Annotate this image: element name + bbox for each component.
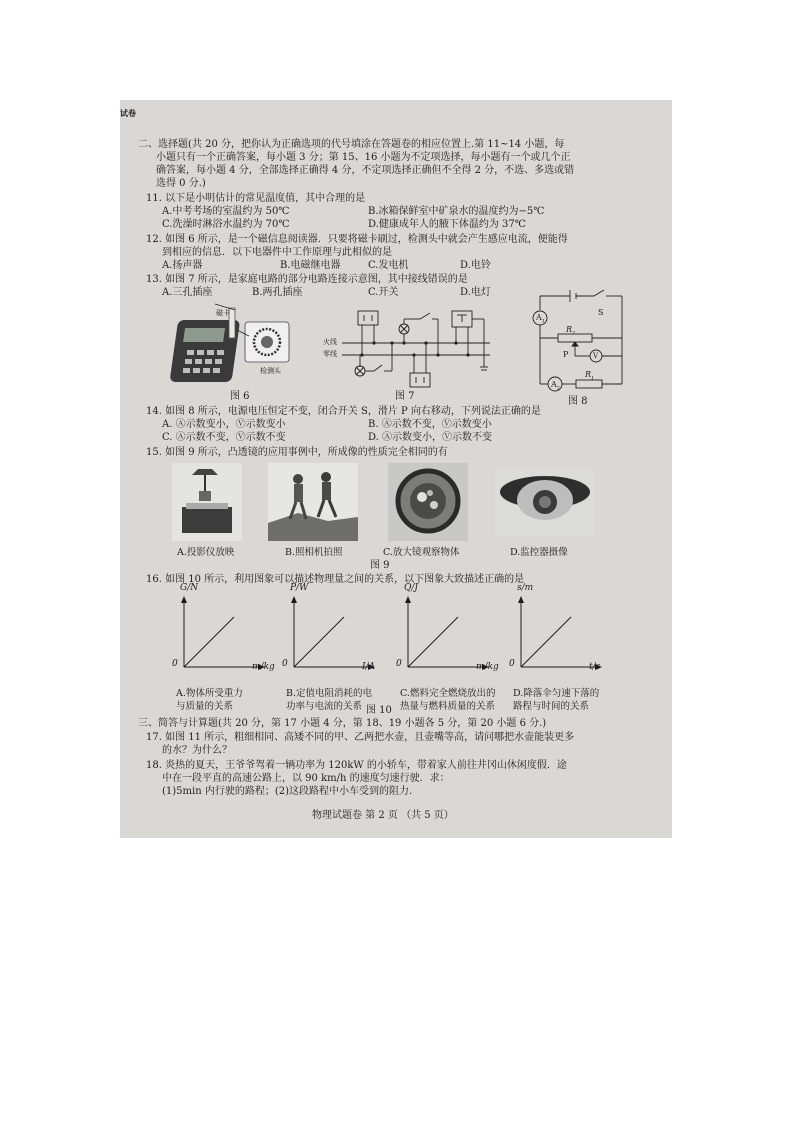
graph-line [408,617,458,667]
graph-line [521,617,571,667]
q12-option-b: B.电磁继电器 [280,260,341,271]
section2-line-3: 确答案，每小题 4 分，全部选择正确得 4 分，不定项选择正确但不全得 2 分，不选、多选或错 [156,165,575,176]
q13-stem: 13. 如图 7 所示，是家庭电路的部分电路连接示意图，其中接线错误的是 [146,274,468,285]
fig7-caption: 图 7 [395,391,415,402]
section2-line-2: 小题只有一个正确答案，每小题 3 分；第 15、16 小题为不定项选择，每小题有一个或几个正 [156,152,571,163]
fig6-caption: 图 6 [230,391,250,402]
fig6-label-card: 磁卡 [216,309,230,317]
fig8-switch-label: S [598,308,604,317]
graph-caption-line-2: 功率与电流的关系 [286,701,363,712]
fig10-caption: 图 10 [366,705,392,716]
q14-option-c: C. Ⓐ示数不变，Ⓥ示数不变 [162,432,286,443]
graph-caption-line-2: 路程与时间的关系 [513,701,590,712]
graph-caption-line-2: 热量与燃料质量的关系 [400,701,496,712]
section3-title: 三、简答与计算题(共 20 分，第 17 小题 4 分，第 18、19 小题各 5 分，第 20 小题 6 分.) [138,718,547,729]
q12-option-d: D.电铃 [460,260,491,271]
q11-stem: 11. 以下是小明估计的常见温度值，其中合理的是 [146,193,366,204]
y-axis-arrow [518,596,524,603]
section2-line-4: 选得 0 分.) [156,178,206,189]
projector-photo [172,463,242,541]
graph-caption-line-1: B.定值电阻消耗的电 [286,688,373,699]
q17-line-2: 的水？为什么？ [162,745,232,756]
card-reader-figure [175,300,305,395]
origin-label: 0 [172,659,178,669]
graph-caption-line-1: D.降落伞匀速下落的 [513,688,600,699]
household-circuit-figure [320,305,495,390]
q15-caption-c: C.放大镜观察物体 [383,547,460,558]
q11-option-a: A.中考考场的室温约为 50℃ [162,206,290,217]
q18-line-1: 18. 炎热的夏天，王爷爷驾着一辆功率为 120kW 的小轿车，带着家人前往井冈山休闲度假．途 [146,760,567,771]
q16-stem: 16. 如图 10 所示，利用图象可以描述物理量之间的关系，以下图象大致描述正确的是 [146,574,525,585]
y-axis-label: Q/J [404,583,419,593]
section2-line-1: 二、选择题(共 20 分，把你认为正确选项的代号填涂在答题卷的相应位置上.第 11~14 小题，每 [138,139,565,150]
origin-label: 0 [509,659,515,669]
page-footer: 物理试题卷 第 2 页 （共 5 页） [312,810,454,821]
fig8-ammeter-a2: $A_2$ [551,380,560,392]
graph-line [184,617,234,667]
x-axis-label: m/kg [252,662,275,672]
q13-option-a: A.三孔插座 [162,287,213,298]
x-axis-label: m/kg [476,662,499,672]
camera-photographers-photo [268,463,358,541]
origin-label: 0 [396,659,402,669]
graph-caption-line-1: A.物体所受重力 [176,688,243,699]
corner-mark: 试卷 [120,109,136,118]
q13-option-b: B.两孔插座 [252,287,303,298]
fig8-ammeter-a1: $A_1$ [536,313,545,325]
y-axis-label: G/N [180,583,199,593]
ammeter-circuit-figure [528,286,628,394]
q14-option-b: B. Ⓐ示数不变，Ⓥ示数变小 [368,419,492,430]
y-axis-label: P/W [290,583,309,593]
scanned-exam-page [120,100,672,838]
graph-caption-line-1: C.燃料完全燃烧放出的 [400,688,496,699]
q11-option-c: C.洗澡时淋浴水温约为 70℃ [162,219,290,230]
fig8-slider-label: P [563,350,569,359]
magnifier-photo [388,463,468,541]
q12-option-c: C.发电机 [368,260,409,271]
q12-stem-2: 到相应的信息．以下电器件中工作原理与此相似的是 [162,247,392,258]
fig8-caption: 图 8 [568,396,588,407]
q18-line-2: 中在一段平直的高速公路上，以 90 km/h 的速度匀速行驶．求： [162,773,450,784]
y-axis-label: s/m [517,583,534,593]
q18-line-3: (1)5min 内行驶的路程；(2)这段路程中小车受到的阻力. [162,786,413,797]
q12-stem-1: 12. 如图 6 所示，是一个磁信息阅读器．只要将磁卡刷过，检测头中就会产生感应电流，便能得 [146,234,568,245]
fig9-caption: 图 9 [370,560,390,571]
y-axis-arrow [291,596,297,603]
surveillance-camera-photo [495,470,595,536]
q15-stem: 15. 如图 9 所示，凸透镜的应用事例中，所成像的性质完全相同的有 [146,447,448,458]
y-axis-arrow [405,596,411,603]
q14-option-a: A. Ⓐ示数变小，Ⓥ示数变小 [162,419,286,430]
graph-caption-line-2: 与质量的关系 [176,701,234,712]
x-axis-label: I/A [362,662,376,672]
q15-caption-d: D.监控器摄像 [510,547,568,558]
q11-option-d: D.健康成年人的腋下体温约为 37℃ [368,219,526,230]
q13-option-c: C.开关 [368,287,399,298]
q17-line-1: 17. 如图 11 所示，粗细相同、高矮不同的甲、乙两把水壶，且壶嘴等高，请问哪把水壶能装更多 [146,732,575,743]
q15-caption-a: A.投影仪放映 [177,547,235,558]
q15-caption-b: B.照相机拍照 [285,547,343,558]
q14-option-d: D. Ⓐ示数变小，Ⓥ示数不变 [368,432,493,443]
origin-label: 0 [282,659,288,669]
fig7-live-wire-label: 火线 [323,338,337,346]
q12-option-a: A.扬声器 [162,260,203,271]
fig8-r2-label: $R_2$ [566,325,576,337]
x-axis-label: t/s [589,662,601,672]
fig8-voltmeter-label: V [593,352,599,360]
y-axis-arrow [181,596,187,603]
graph-line [294,617,344,667]
fig6-label-head: 检测头 [260,367,281,375]
fig8-r1-label: $R_1$ [585,370,595,382]
q14-stem: 14. 如图 8 所示，电源电压恒定不变，闭合开关 S，滑片 P 向右移动，下列说法正确的是 [146,406,541,417]
q11-option-b: B.冰箱保鲜室中矿泉水的温度约为−5℃ [368,206,545,217]
q13-option-d: D.电灯 [460,287,491,298]
fig7-neutral-wire-label: 零线 [323,350,337,358]
